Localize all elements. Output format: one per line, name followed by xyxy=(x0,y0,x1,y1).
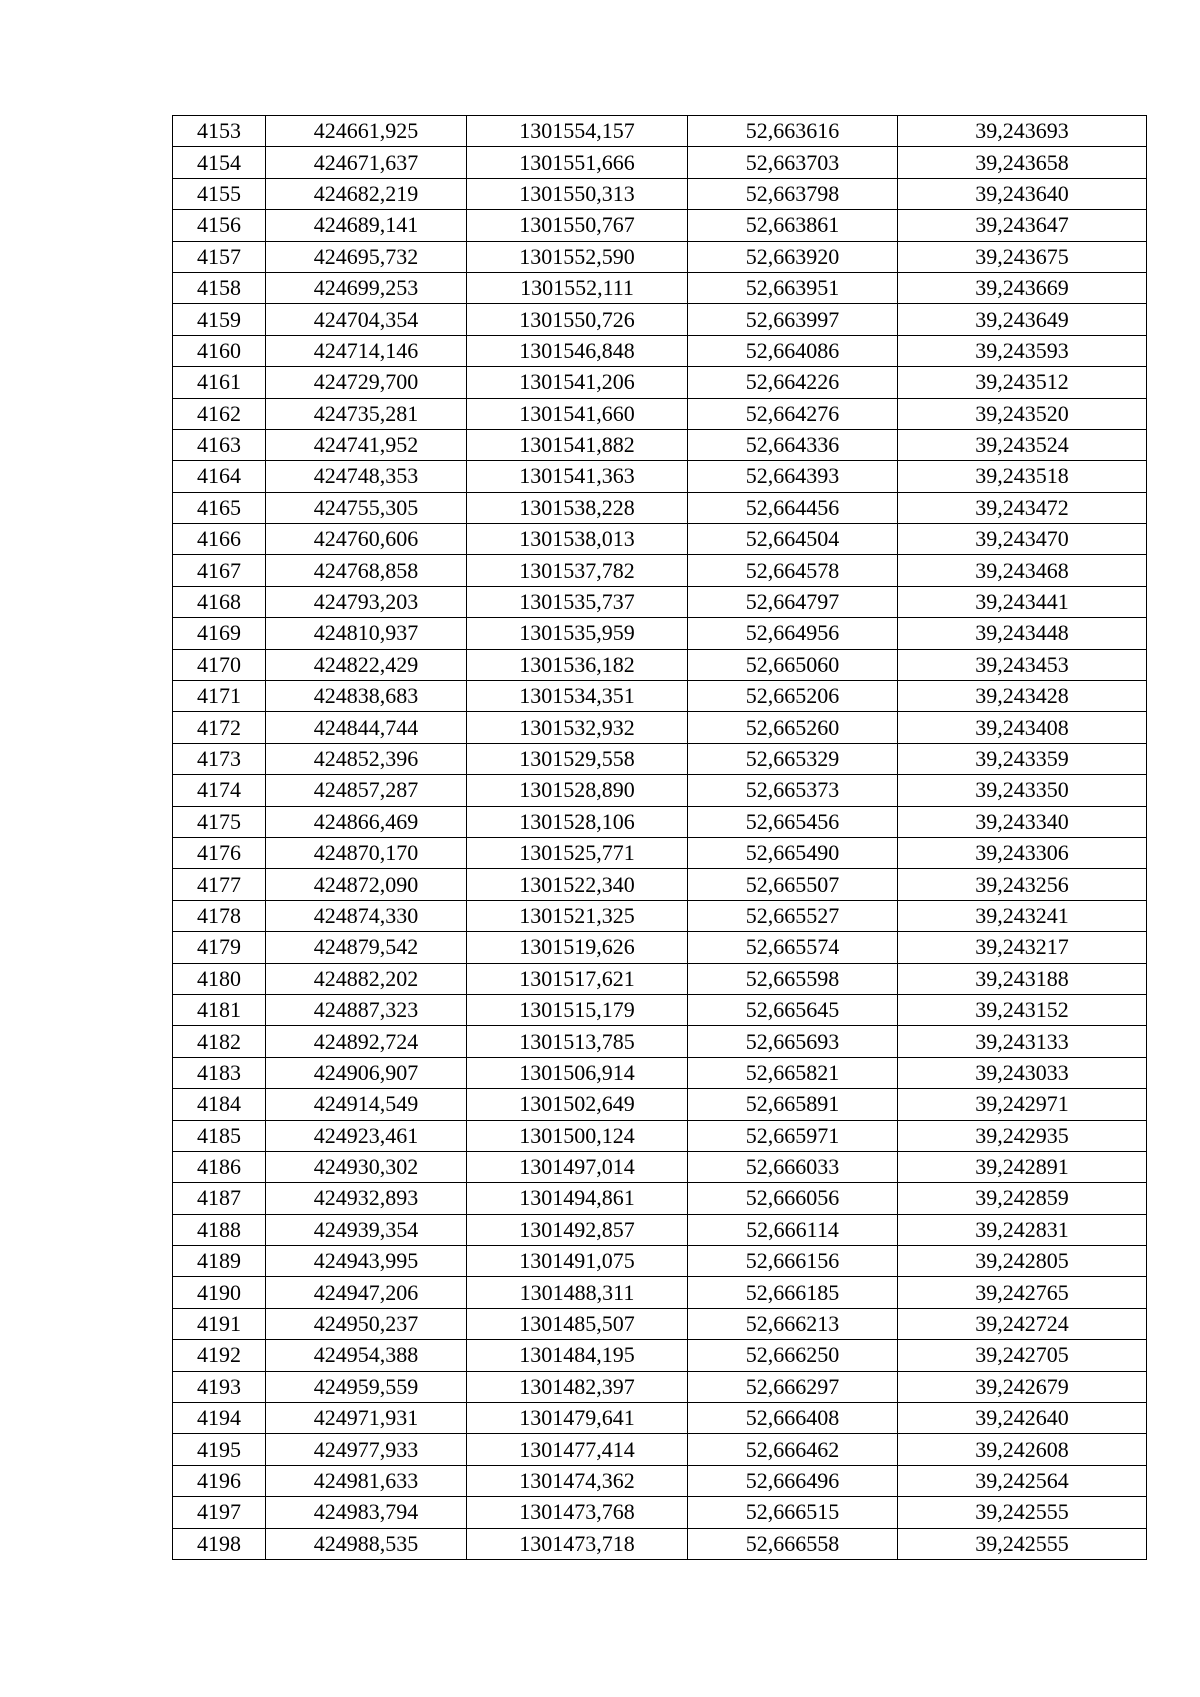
table-row xyxy=(173,775,1147,806)
longitude-cell: 39,243350 xyxy=(898,775,1147,806)
longitude-cell: 39,243033 xyxy=(898,1057,1147,1088)
y-coordinate-cell: 1301552,590 xyxy=(467,241,688,272)
latitude-cell: 52,666056 xyxy=(688,1183,898,1214)
longitude-cell: 39,242935 xyxy=(898,1120,1147,1151)
x-coordinate-cell: 424810,937 xyxy=(266,618,467,649)
point-number-cell: 4167 xyxy=(173,555,266,586)
y-coordinate-cell: 1301477,414 xyxy=(467,1434,688,1465)
x-coordinate-cell: 424741,952 xyxy=(266,429,467,460)
latitude-cell: 52,665971 xyxy=(688,1120,898,1151)
y-coordinate-cell: 1301479,641 xyxy=(467,1403,688,1434)
point-number-cell: 4179 xyxy=(173,932,266,963)
table-row xyxy=(173,1151,1147,1182)
table-row xyxy=(173,1497,1147,1528)
x-coordinate-cell: 424852,396 xyxy=(266,743,467,774)
table-row xyxy=(173,492,1147,523)
y-coordinate-cell: 1301528,890 xyxy=(467,775,688,806)
y-coordinate-cell: 1301502,649 xyxy=(467,1089,688,1120)
point-number-cell: 4184 xyxy=(173,1089,266,1120)
x-coordinate-cell: 424923,461 xyxy=(266,1120,467,1151)
latitude-cell: 52,666033 xyxy=(688,1151,898,1182)
longitude-cell: 39,243640 xyxy=(898,178,1147,209)
point-number-cell: 4164 xyxy=(173,461,266,492)
y-coordinate-cell: 1301535,959 xyxy=(467,618,688,649)
point-number-cell: 4168 xyxy=(173,586,266,617)
y-coordinate-cell: 1301541,363 xyxy=(467,461,688,492)
longitude-cell: 39,242831 xyxy=(898,1214,1147,1245)
point-number-cell: 4178 xyxy=(173,900,266,931)
y-coordinate-cell: 1301546,848 xyxy=(467,335,688,366)
y-coordinate-cell: 1301473,768 xyxy=(467,1497,688,1528)
latitude-cell: 52,665490 xyxy=(688,837,898,868)
longitude-cell: 39,242679 xyxy=(898,1371,1147,1402)
y-coordinate-cell: 1301525,771 xyxy=(467,837,688,868)
y-coordinate-cell: 1301473,718 xyxy=(467,1528,688,1559)
point-number-cell: 4165 xyxy=(173,492,266,523)
y-coordinate-cell: 1301482,397 xyxy=(467,1371,688,1402)
y-coordinate-cell: 1301550,313 xyxy=(467,178,688,209)
longitude-cell: 39,243658 xyxy=(898,147,1147,178)
point-number-cell: 4191 xyxy=(173,1308,266,1339)
longitude-cell: 39,243448 xyxy=(898,618,1147,649)
table-row xyxy=(173,335,1147,366)
y-coordinate-cell: 1301488,311 xyxy=(467,1277,688,1308)
latitude-cell: 52,665329 xyxy=(688,743,898,774)
point-number-cell: 4171 xyxy=(173,681,266,712)
table-row xyxy=(173,1371,1147,1402)
x-coordinate-cell: 424959,559 xyxy=(266,1371,467,1402)
table-row xyxy=(173,618,1147,649)
y-coordinate-cell: 1301474,362 xyxy=(467,1465,688,1496)
latitude-cell: 52,666156 xyxy=(688,1246,898,1277)
latitude-cell: 52,665598 xyxy=(688,963,898,994)
latitude-cell: 52,665891 xyxy=(688,1089,898,1120)
longitude-cell: 39,242564 xyxy=(898,1465,1147,1496)
x-coordinate-cell: 424695,732 xyxy=(266,241,467,272)
y-coordinate-cell: 1301528,106 xyxy=(467,806,688,837)
longitude-cell: 39,243340 xyxy=(898,806,1147,837)
latitude-cell: 52,664336 xyxy=(688,429,898,460)
longitude-cell: 39,242971 xyxy=(898,1089,1147,1120)
x-coordinate-cell: 424874,330 xyxy=(266,900,467,931)
table-row xyxy=(173,367,1147,398)
latitude-cell: 52,665456 xyxy=(688,806,898,837)
latitude-cell: 52,665206 xyxy=(688,681,898,712)
point-number-cell: 4198 xyxy=(173,1528,266,1559)
longitude-cell: 39,243428 xyxy=(898,681,1147,712)
longitude-cell: 39,243359 xyxy=(898,743,1147,774)
table-row xyxy=(173,1246,1147,1277)
x-coordinate-cell: 424882,202 xyxy=(266,963,467,994)
point-number-cell: 4189 xyxy=(173,1246,266,1277)
longitude-cell: 39,242555 xyxy=(898,1528,1147,1559)
y-coordinate-cell: 1301521,325 xyxy=(467,900,688,931)
latitude-cell: 52,663798 xyxy=(688,178,898,209)
y-coordinate-cell: 1301484,195 xyxy=(467,1340,688,1371)
y-coordinate-cell: 1301537,782 xyxy=(467,555,688,586)
y-coordinate-cell: 1301541,206 xyxy=(467,367,688,398)
longitude-cell: 39,243669 xyxy=(898,272,1147,303)
table-row xyxy=(173,524,1147,555)
latitude-cell: 52,666515 xyxy=(688,1497,898,1528)
latitude-cell: 52,666250 xyxy=(688,1340,898,1371)
longitude-cell: 39,243518 xyxy=(898,461,1147,492)
point-number-cell: 4176 xyxy=(173,837,266,868)
table-row xyxy=(173,1434,1147,1465)
table-row xyxy=(173,932,1147,963)
longitude-cell: 39,243472 xyxy=(898,492,1147,523)
x-coordinate-cell: 424866,469 xyxy=(266,806,467,837)
x-coordinate-cell: 424699,253 xyxy=(266,272,467,303)
y-coordinate-cell: 1301538,013 xyxy=(467,524,688,555)
point-number-cell: 4160 xyxy=(173,335,266,366)
table-row xyxy=(173,681,1147,712)
point-number-cell: 4155 xyxy=(173,178,266,209)
point-number-cell: 4163 xyxy=(173,429,266,460)
point-number-cell: 4193 xyxy=(173,1371,266,1402)
x-coordinate-cell: 424760,606 xyxy=(266,524,467,555)
latitude-cell: 52,663616 xyxy=(688,116,898,147)
latitude-cell: 52,666462 xyxy=(688,1434,898,1465)
x-coordinate-cell: 424971,931 xyxy=(266,1403,467,1434)
point-number-cell: 4186 xyxy=(173,1151,266,1182)
longitude-cell: 39,242608 xyxy=(898,1434,1147,1465)
point-number-cell: 4197 xyxy=(173,1497,266,1528)
y-coordinate-cell: 1301535,737 xyxy=(467,586,688,617)
point-number-cell: 4187 xyxy=(173,1183,266,1214)
point-number-cell: 4173 xyxy=(173,743,266,774)
x-coordinate-cell: 424988,535 xyxy=(266,1528,467,1559)
table-row xyxy=(173,649,1147,680)
longitude-cell: 39,243256 xyxy=(898,869,1147,900)
x-coordinate-cell: 424879,542 xyxy=(266,932,467,963)
longitude-cell: 39,242805 xyxy=(898,1246,1147,1277)
table-row xyxy=(173,806,1147,837)
latitude-cell: 52,663920 xyxy=(688,241,898,272)
x-coordinate-cell: 424930,302 xyxy=(266,1151,467,1182)
latitude-cell: 52,666114 xyxy=(688,1214,898,1245)
latitude-cell: 52,664086 xyxy=(688,335,898,366)
table-row xyxy=(173,178,1147,209)
x-coordinate-cell: 424793,203 xyxy=(266,586,467,617)
longitude-cell: 39,243524 xyxy=(898,429,1147,460)
table-row xyxy=(173,1183,1147,1214)
point-number-cell: 4154 xyxy=(173,147,266,178)
x-coordinate-cell: 424983,794 xyxy=(266,1497,467,1528)
point-number-cell: 4162 xyxy=(173,398,266,429)
y-coordinate-cell: 1301550,726 xyxy=(467,304,688,335)
latitude-cell: 52,666297 xyxy=(688,1371,898,1402)
point-number-cell: 4195 xyxy=(173,1434,266,1465)
longitude-cell: 39,243241 xyxy=(898,900,1147,931)
longitude-cell: 39,242859 xyxy=(898,1183,1147,1214)
latitude-cell: 52,666558 xyxy=(688,1528,898,1559)
y-coordinate-cell: 1301554,157 xyxy=(467,116,688,147)
table-row xyxy=(173,555,1147,586)
table-row xyxy=(173,743,1147,774)
longitude-cell: 39,242555 xyxy=(898,1497,1147,1528)
table-row xyxy=(173,586,1147,617)
latitude-cell: 52,666185 xyxy=(688,1277,898,1308)
table-row xyxy=(173,1120,1147,1151)
x-coordinate-cell: 424689,141 xyxy=(266,210,467,241)
latitude-cell: 52,664276 xyxy=(688,398,898,429)
table-row xyxy=(173,272,1147,303)
x-coordinate-cell: 424682,219 xyxy=(266,178,467,209)
longitude-cell: 39,243470 xyxy=(898,524,1147,555)
coordinates-table-body xyxy=(173,116,1147,1560)
y-coordinate-cell: 1301522,340 xyxy=(467,869,688,900)
y-coordinate-cell: 1301491,075 xyxy=(467,1246,688,1277)
y-coordinate-cell: 1301485,507 xyxy=(467,1308,688,1339)
table-row xyxy=(173,147,1147,178)
longitude-cell: 39,243468 xyxy=(898,555,1147,586)
point-number-cell: 4194 xyxy=(173,1403,266,1434)
point-number-cell: 4181 xyxy=(173,994,266,1025)
point-number-cell: 4196 xyxy=(173,1465,266,1496)
y-coordinate-cell: 1301550,767 xyxy=(467,210,688,241)
latitude-cell: 52,665645 xyxy=(688,994,898,1025)
table-row xyxy=(173,461,1147,492)
latitude-cell: 52,663703 xyxy=(688,147,898,178)
longitude-cell: 39,243408 xyxy=(898,712,1147,743)
table-row xyxy=(173,1403,1147,1434)
longitude-cell: 39,243693 xyxy=(898,116,1147,147)
longitude-cell: 39,243512 xyxy=(898,367,1147,398)
y-coordinate-cell: 1301497,014 xyxy=(467,1151,688,1182)
x-coordinate-cell: 424857,287 xyxy=(266,775,467,806)
latitude-cell: 52,664578 xyxy=(688,555,898,586)
latitude-cell: 52,665693 xyxy=(688,1026,898,1057)
y-coordinate-cell: 1301536,182 xyxy=(467,649,688,680)
table-row xyxy=(173,210,1147,241)
latitude-cell: 52,663997 xyxy=(688,304,898,335)
x-coordinate-cell: 424844,744 xyxy=(266,712,467,743)
x-coordinate-cell: 424981,633 xyxy=(266,1465,467,1496)
y-coordinate-cell: 1301500,124 xyxy=(467,1120,688,1151)
longitude-cell: 39,243306 xyxy=(898,837,1147,868)
point-number-cell: 4183 xyxy=(173,1057,266,1088)
table-row xyxy=(173,837,1147,868)
point-number-cell: 4180 xyxy=(173,963,266,994)
y-coordinate-cell: 1301515,179 xyxy=(467,994,688,1025)
latitude-cell: 52,664504 xyxy=(688,524,898,555)
latitude-cell: 52,665507 xyxy=(688,869,898,900)
point-number-cell: 4169 xyxy=(173,618,266,649)
latitude-cell: 52,664797 xyxy=(688,586,898,617)
longitude-cell: 39,243441 xyxy=(898,586,1147,617)
x-coordinate-cell: 424947,206 xyxy=(266,1277,467,1308)
latitude-cell: 52,666213 xyxy=(688,1308,898,1339)
latitude-cell: 52,663861 xyxy=(688,210,898,241)
longitude-cell: 39,242765 xyxy=(898,1277,1147,1308)
point-number-cell: 4166 xyxy=(173,524,266,555)
x-coordinate-cell: 424892,724 xyxy=(266,1026,467,1057)
longitude-cell: 39,243647 xyxy=(898,210,1147,241)
table-row xyxy=(173,994,1147,1025)
y-coordinate-cell: 1301532,932 xyxy=(467,712,688,743)
x-coordinate-cell: 424954,388 xyxy=(266,1340,467,1371)
point-number-cell: 4188 xyxy=(173,1214,266,1245)
point-number-cell: 4175 xyxy=(173,806,266,837)
y-coordinate-cell: 1301506,914 xyxy=(467,1057,688,1088)
table-row xyxy=(173,398,1147,429)
latitude-cell: 52,665060 xyxy=(688,649,898,680)
x-coordinate-cell: 424822,429 xyxy=(266,649,467,680)
point-number-cell: 4192 xyxy=(173,1340,266,1371)
table-row xyxy=(173,1528,1147,1559)
point-number-cell: 4172 xyxy=(173,712,266,743)
table-row xyxy=(173,1214,1147,1245)
latitude-cell: 52,664226 xyxy=(688,367,898,398)
x-coordinate-cell: 424977,933 xyxy=(266,1434,467,1465)
longitude-cell: 39,243649 xyxy=(898,304,1147,335)
y-coordinate-cell: 1301519,626 xyxy=(467,932,688,963)
table-row xyxy=(173,116,1147,147)
point-number-cell: 4161 xyxy=(173,367,266,398)
longitude-cell: 39,243593 xyxy=(898,335,1147,366)
table-row xyxy=(173,429,1147,460)
x-coordinate-cell: 424939,354 xyxy=(266,1214,467,1245)
x-coordinate-cell: 424755,305 xyxy=(266,492,467,523)
x-coordinate-cell: 424661,925 xyxy=(266,116,467,147)
y-coordinate-cell: 1301513,785 xyxy=(467,1026,688,1057)
longitude-cell: 39,242705 xyxy=(898,1340,1147,1371)
latitude-cell: 52,664956 xyxy=(688,618,898,649)
longitude-cell: 39,243217 xyxy=(898,932,1147,963)
table-row xyxy=(173,304,1147,335)
latitude-cell: 52,665527 xyxy=(688,900,898,931)
latitude-cell: 52,666408 xyxy=(688,1403,898,1434)
longitude-cell: 39,242724 xyxy=(898,1308,1147,1339)
point-number-cell: 4158 xyxy=(173,272,266,303)
x-coordinate-cell: 424704,354 xyxy=(266,304,467,335)
point-number-cell: 4153 xyxy=(173,116,266,147)
latitude-cell: 52,664393 xyxy=(688,461,898,492)
table-row xyxy=(173,869,1147,900)
x-coordinate-cell: 424729,700 xyxy=(266,367,467,398)
point-number-cell: 4190 xyxy=(173,1277,266,1308)
point-number-cell: 4159 xyxy=(173,304,266,335)
latitude-cell: 52,665821 xyxy=(688,1057,898,1088)
y-coordinate-cell: 1301538,228 xyxy=(467,492,688,523)
point-number-cell: 4182 xyxy=(173,1026,266,1057)
y-coordinate-cell: 1301551,666 xyxy=(467,147,688,178)
x-coordinate-cell: 424735,281 xyxy=(266,398,467,429)
latitude-cell: 52,665373 xyxy=(688,775,898,806)
table-row xyxy=(173,1277,1147,1308)
y-coordinate-cell: 1301552,111 xyxy=(467,272,688,303)
longitude-cell: 39,243453 xyxy=(898,649,1147,680)
longitude-cell: 39,242640 xyxy=(898,1403,1147,1434)
x-coordinate-cell: 424768,858 xyxy=(266,555,467,586)
latitude-cell: 52,663951 xyxy=(688,272,898,303)
table-row xyxy=(173,1340,1147,1371)
point-number-cell: 4156 xyxy=(173,210,266,241)
x-coordinate-cell: 424950,237 xyxy=(266,1308,467,1339)
y-coordinate-cell: 1301534,351 xyxy=(467,681,688,712)
table-row xyxy=(173,963,1147,994)
x-coordinate-cell: 424748,353 xyxy=(266,461,467,492)
point-number-cell: 4185 xyxy=(173,1120,266,1151)
latitude-cell: 52,665260 xyxy=(688,712,898,743)
table-row xyxy=(173,1465,1147,1496)
point-number-cell: 4177 xyxy=(173,869,266,900)
x-coordinate-cell: 424714,146 xyxy=(266,335,467,366)
table-row xyxy=(173,1089,1147,1120)
point-number-cell: 4174 xyxy=(173,775,266,806)
point-number-cell: 4170 xyxy=(173,649,266,680)
x-coordinate-cell: 424914,549 xyxy=(266,1089,467,1120)
longitude-cell: 39,243520 xyxy=(898,398,1147,429)
x-coordinate-cell: 424838,683 xyxy=(266,681,467,712)
latitude-cell: 52,664456 xyxy=(688,492,898,523)
point-number-cell: 4157 xyxy=(173,241,266,272)
table-row xyxy=(173,712,1147,743)
x-coordinate-cell: 424906,907 xyxy=(266,1057,467,1088)
table-row xyxy=(173,1308,1147,1339)
table-row xyxy=(173,900,1147,931)
table-row xyxy=(173,1026,1147,1057)
longitude-cell: 39,243188 xyxy=(898,963,1147,994)
y-coordinate-cell: 1301494,861 xyxy=(467,1183,688,1214)
latitude-cell: 52,665574 xyxy=(688,932,898,963)
x-coordinate-cell: 424887,323 xyxy=(266,994,467,1025)
x-coordinate-cell: 424943,995 xyxy=(266,1246,467,1277)
longitude-cell: 39,243133 xyxy=(898,1026,1147,1057)
y-coordinate-cell: 1301541,660 xyxy=(467,398,688,429)
x-coordinate-cell: 424932,893 xyxy=(266,1183,467,1214)
coordinates-table xyxy=(172,115,1147,1560)
x-coordinate-cell: 424870,170 xyxy=(266,837,467,868)
longitude-cell: 39,242891 xyxy=(898,1151,1147,1182)
latitude-cell: 52,666496 xyxy=(688,1465,898,1496)
x-coordinate-cell: 424872,090 xyxy=(266,869,467,900)
x-coordinate-cell: 424671,637 xyxy=(266,147,467,178)
y-coordinate-cell: 1301517,621 xyxy=(467,963,688,994)
longitude-cell: 39,243675 xyxy=(898,241,1147,272)
table-row xyxy=(173,1057,1147,1088)
y-coordinate-cell: 1301541,882 xyxy=(467,429,688,460)
y-coordinate-cell: 1301529,558 xyxy=(467,743,688,774)
longitude-cell: 39,243152 xyxy=(898,994,1147,1025)
y-coordinate-cell: 1301492,857 xyxy=(467,1214,688,1245)
table-row xyxy=(173,241,1147,272)
